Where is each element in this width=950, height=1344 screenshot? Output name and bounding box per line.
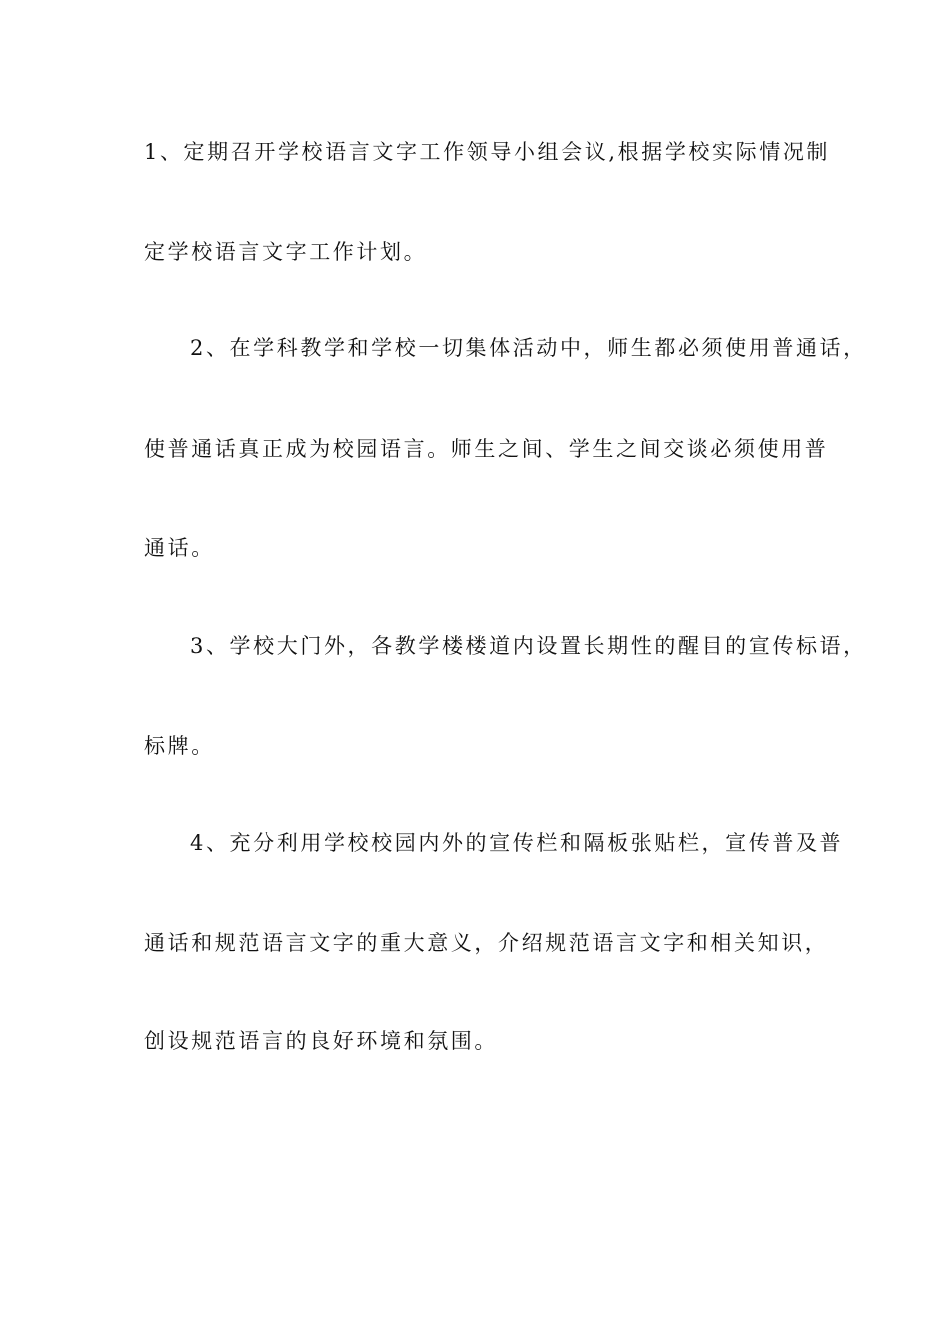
item-2-line-2: 使普通话真正成为校园语言。师生之间、学生之间交谈必须使用普 bbox=[144, 437, 829, 461]
item-4-line-2: 通话和规范语言文字的重大意义，介绍规范语言文字和相关知识， bbox=[144, 931, 829, 955]
item-2-line-3: 通话。 bbox=[144, 536, 215, 560]
item-3-line-2: 标牌。 bbox=[144, 734, 215, 758]
item-4-line-3: 创设规范语言的良好环境和氛围。 bbox=[144, 1029, 498, 1053]
item-1-line-2: 定学校语言文字工作计划。 bbox=[144, 240, 428, 264]
item-1-line-1: 1、定期召开学校语言文字工作领导小组会议,根据学校实际情况制 bbox=[144, 140, 831, 164]
item-2-line-1: 2、在学科教学和学校一切集体活动中，师生都必须使用普通话， bbox=[190, 336, 867, 360]
item-4-line-1: 4、充分利用学校校园内外的宣传栏和隔板张贴栏，宣传普及普 bbox=[190, 831, 844, 855]
item-3-line-1: 3、学校大门外，各教学楼楼道内设置长期性的醒目的宣传标语， bbox=[190, 634, 867, 658]
